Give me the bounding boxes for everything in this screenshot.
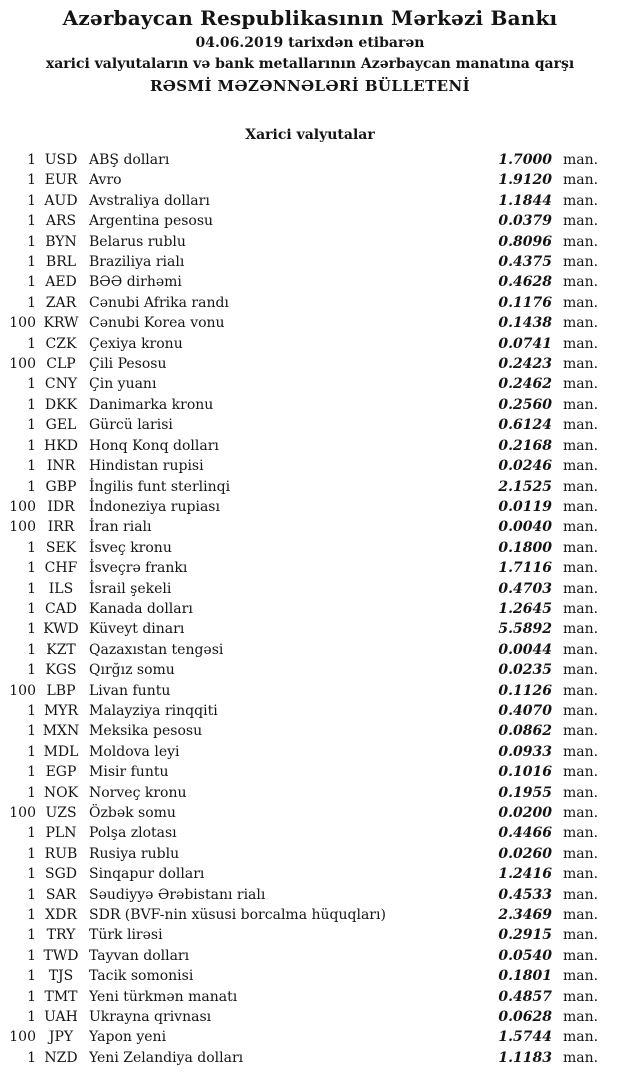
rate-unit: man. bbox=[563, 478, 599, 495]
rate-unit: man. bbox=[563, 682, 599, 699]
rate-code: TMT bbox=[44, 988, 78, 1005]
rate-code: RUB bbox=[44, 845, 78, 862]
rate-unit: man. bbox=[563, 274, 599, 291]
rate-name: Honq Konq dolları bbox=[89, 437, 219, 454]
rate-code: TJS bbox=[48, 968, 74, 985]
rate-value: 0.4857 bbox=[498, 988, 552, 1005]
rate-name: İsrail şekeli bbox=[89, 580, 172, 597]
rate-code: BRL bbox=[45, 254, 77, 271]
rate-name: Norveç kronu bbox=[89, 784, 187, 801]
rate-name: Meksika pesosu bbox=[89, 723, 203, 740]
rate-value: 0.6124 bbox=[498, 417, 552, 434]
rate-code: AUD bbox=[44, 192, 78, 209]
rate-code: MXN bbox=[42, 723, 80, 740]
rate-name: Argentina pesosu bbox=[89, 213, 214, 230]
table-row bbox=[0, 823, 620, 843]
rate-value: 5.5892 bbox=[498, 621, 552, 638]
rate-code: CHF bbox=[44, 560, 78, 577]
rate-qty: 1 bbox=[27, 580, 36, 597]
rate-unit: man. bbox=[563, 1049, 599, 1066]
table-row bbox=[0, 232, 620, 252]
rate-qty: 1 bbox=[27, 662, 36, 679]
rate-code: GEL bbox=[45, 417, 77, 434]
table-row bbox=[0, 334, 620, 354]
rate-qty: 1 bbox=[27, 213, 36, 230]
table-row bbox=[0, 721, 620, 741]
rate-value: 0.0862 bbox=[498, 723, 552, 740]
rate-value: 0.4628 bbox=[498, 274, 552, 291]
table-row bbox=[0, 762, 620, 782]
rate-name: Cənubi Korea vonu bbox=[89, 315, 225, 332]
table-row bbox=[0, 252, 620, 272]
table-row bbox=[0, 374, 620, 394]
rate-unit: man. bbox=[563, 356, 599, 373]
rates-table bbox=[0, 150, 620, 1068]
table-row bbox=[0, 415, 620, 435]
rate-name: SDR (BVF-nin xüsusi borcalma hüquqları) bbox=[89, 907, 386, 924]
rate-qty: 100 bbox=[9, 356, 36, 373]
rate-name: Çili Pesosu bbox=[89, 356, 167, 373]
rate-value: 1.1844 bbox=[498, 192, 552, 209]
rate-value: 0.8096 bbox=[498, 233, 552, 250]
rate-name: Ukrayna qrivnası bbox=[89, 1009, 212, 1026]
rate-unit: man. bbox=[563, 437, 599, 454]
rate-unit: man. bbox=[563, 600, 599, 617]
table-row bbox=[0, 966, 620, 986]
rate-name: İsveçrə frankı bbox=[89, 560, 188, 577]
document-subtitle: xarici valyutaların və bank metallarının Azərbaycan manatına qarşı bbox=[45, 56, 575, 72]
rate-value: 0.0235 bbox=[498, 662, 552, 679]
rate-qty: 1 bbox=[27, 274, 36, 291]
rate-value: 0.2168 bbox=[498, 437, 552, 454]
rate-code: HKD bbox=[44, 437, 78, 454]
rate-qty: 1 bbox=[27, 886, 36, 903]
rate-name: Rusiya rublu bbox=[89, 845, 180, 862]
rate-unit: man. bbox=[563, 641, 599, 658]
rate-name: Avro bbox=[89, 172, 122, 189]
table-row bbox=[0, 579, 620, 599]
table-row bbox=[0, 987, 620, 1007]
rate-unit: man. bbox=[563, 254, 599, 271]
rate-unit: man. bbox=[563, 866, 599, 883]
table-row bbox=[0, 905, 620, 925]
rate-unit: man. bbox=[563, 539, 599, 556]
rate-unit: man. bbox=[563, 580, 599, 597]
rate-code: AED bbox=[45, 274, 77, 291]
rate-code: NOK bbox=[43, 784, 79, 801]
table-row bbox=[0, 701, 620, 721]
rate-unit: man. bbox=[563, 886, 599, 903]
rate-value: 1.9120 bbox=[498, 172, 552, 189]
rate-name: BƏƏ dirhəmi bbox=[89, 274, 182, 291]
rate-qty: 1 bbox=[27, 396, 36, 413]
rate-value: 1.2416 bbox=[498, 866, 552, 883]
rate-code: CLP bbox=[46, 356, 76, 373]
rate-name: Yeni Zelandiya dolları bbox=[89, 1049, 244, 1066]
rate-name: Küveyt dinarı bbox=[89, 621, 185, 638]
rate-name: Belarus rublu bbox=[89, 233, 186, 250]
rate-code: EUR bbox=[44, 172, 78, 189]
rate-qty: 1 bbox=[27, 294, 36, 311]
rate-code: NZD bbox=[44, 1049, 78, 1066]
rate-qty: 1 bbox=[27, 437, 36, 454]
table-row bbox=[0, 803, 620, 823]
rate-name: Sinqapur dolları bbox=[89, 866, 205, 883]
rate-unit: man. bbox=[563, 927, 599, 944]
rate-qty: 100 bbox=[9, 315, 36, 332]
rate-qty: 1 bbox=[27, 968, 36, 985]
rate-value: 0.1955 bbox=[498, 784, 552, 801]
rate-name: Avstraliya dolları bbox=[89, 192, 210, 209]
rate-value: 0.1800 bbox=[498, 539, 552, 556]
table-row bbox=[0, 313, 620, 333]
rate-code: SGD bbox=[45, 866, 77, 883]
rate-qty: 1 bbox=[27, 764, 36, 781]
rate-value: 0.0044 bbox=[498, 641, 552, 658]
table-row bbox=[0, 925, 620, 945]
rate-unit: man. bbox=[563, 968, 599, 985]
table-row bbox=[0, 538, 620, 558]
rate-unit: man. bbox=[563, 152, 599, 168]
rate-qty: 1 bbox=[27, 866, 36, 883]
rate-value: 0.2915 bbox=[498, 927, 552, 944]
table-row bbox=[0, 211, 620, 231]
rate-name: Danimarka kronu bbox=[89, 396, 214, 413]
table-row bbox=[0, 660, 620, 680]
table-row bbox=[0, 599, 620, 619]
rate-qty: 100 bbox=[9, 1029, 36, 1046]
rate-qty: 1 bbox=[27, 254, 36, 271]
rate-qty: 100 bbox=[9, 805, 36, 821]
page-title: Azərbaycan Respublikasının Mərkəzi Bankı bbox=[62, 6, 558, 30]
rate-unit: man. bbox=[563, 417, 599, 434]
rate-unit: man. bbox=[563, 519, 599, 536]
rate-code: INR bbox=[46, 458, 76, 475]
rate-unit: man. bbox=[563, 458, 599, 475]
rate-name: Qazaxıstan tengəsi bbox=[89, 641, 224, 658]
rate-name: Misir funtu bbox=[89, 764, 169, 781]
rate-unit: man. bbox=[563, 702, 599, 719]
rate-qty: 1 bbox=[27, 152, 36, 168]
rate-unit: man. bbox=[563, 621, 599, 638]
rate-unit: man. bbox=[563, 947, 599, 964]
rate-qty: 1 bbox=[27, 907, 36, 924]
rate-code: TRY bbox=[46, 927, 76, 944]
rate-unit: man. bbox=[563, 743, 599, 760]
rate-unit: man. bbox=[563, 845, 599, 862]
rate-value: 0.0628 bbox=[498, 1009, 552, 1026]
table-row bbox=[0, 436, 620, 456]
rate-code: KGS bbox=[45, 662, 77, 679]
rate-qty: 1 bbox=[27, 723, 36, 740]
rate-qty: 1 bbox=[27, 641, 36, 658]
table-row bbox=[0, 1007, 620, 1027]
rate-qty: 1 bbox=[27, 478, 36, 495]
rate-name: Tacik somonisi bbox=[89, 968, 194, 985]
rate-name: Tayvan dolları bbox=[89, 947, 190, 964]
rate-qty: 1 bbox=[27, 845, 36, 862]
rate-value: 1.1183 bbox=[498, 1049, 552, 1066]
rate-unit: man. bbox=[563, 662, 599, 679]
rate-unit: man. bbox=[563, 213, 599, 230]
rate-qty: 1 bbox=[27, 702, 36, 719]
table-row bbox=[0, 864, 620, 884]
rate-name: Özbək somu bbox=[89, 805, 176, 821]
rate-code: UAH bbox=[44, 1009, 78, 1026]
rate-unit: man. bbox=[563, 907, 599, 924]
table-row bbox=[0, 477, 620, 497]
rate-unit: man. bbox=[563, 396, 599, 413]
rate-value: 0.4070 bbox=[498, 702, 552, 719]
table-row bbox=[0, 456, 620, 476]
rate-name: Kanada dolları bbox=[89, 600, 193, 617]
rate-value: 0.4703 bbox=[498, 580, 552, 597]
table-row bbox=[0, 395, 620, 415]
rate-value: 0.0200 bbox=[498, 805, 552, 821]
rate-qty: 1 bbox=[27, 335, 36, 352]
rate-name: Polşa zlotası bbox=[89, 825, 177, 842]
table-row bbox=[0, 293, 620, 313]
rate-unit: man. bbox=[563, 988, 599, 1005]
table-row bbox=[0, 191, 620, 211]
rate-name: Yapon yeni bbox=[89, 1029, 167, 1046]
rate-code: CAD bbox=[44, 600, 78, 617]
rate-name: Hindistan rupisi bbox=[89, 458, 204, 475]
table-row bbox=[0, 558, 620, 578]
rate-name: Türk lirəsi bbox=[89, 927, 163, 944]
table-row bbox=[0, 170, 620, 190]
table-row bbox=[0, 783, 620, 803]
rate-qty: 1 bbox=[27, 784, 36, 801]
table-row bbox=[0, 681, 620, 701]
table-row bbox=[0, 150, 620, 170]
rate-qty: 1 bbox=[27, 539, 36, 556]
rate-value: 1.2645 bbox=[498, 600, 552, 617]
rate-unit: man. bbox=[563, 335, 599, 352]
rate-value: 0.0246 bbox=[498, 458, 552, 475]
rate-value: 0.2462 bbox=[498, 376, 552, 393]
rate-value: 0.0119 bbox=[498, 498, 552, 515]
rate-qty: 1 bbox=[27, 988, 36, 1005]
rate-unit: man. bbox=[563, 376, 599, 393]
rate-qty: 1 bbox=[27, 560, 36, 577]
rate-value: 0.1176 bbox=[498, 294, 552, 311]
rate-unit: man. bbox=[563, 192, 599, 209]
rate-code: EGP bbox=[45, 764, 77, 781]
rate-unit: man. bbox=[563, 172, 599, 189]
rate-code: XDR bbox=[45, 907, 77, 924]
rate-unit: man. bbox=[563, 294, 599, 311]
rate-name: Livan funtu bbox=[89, 682, 171, 699]
rate-code: ZAR bbox=[45, 294, 77, 311]
rate-value: 0.4533 bbox=[498, 886, 552, 903]
rate-code: IRR bbox=[47, 519, 75, 536]
rate-value: 0.0040 bbox=[498, 519, 552, 536]
rate-code: ILS bbox=[48, 580, 74, 597]
rate-code: KWD bbox=[43, 621, 79, 638]
rate-value: 0.0741 bbox=[498, 335, 552, 352]
effective-date-line: 04.06.2019 tarixdən etibarən bbox=[195, 35, 425, 51]
rate-unit: man. bbox=[563, 498, 599, 515]
rate-qty: 1 bbox=[27, 743, 36, 760]
rate-code: JPY bbox=[48, 1029, 74, 1046]
table-row bbox=[0, 619, 620, 639]
rate-value: 0.1016 bbox=[498, 764, 552, 781]
section-title-foreign-currencies: Xarici valyutalar bbox=[245, 127, 375, 143]
rate-qty: 1 bbox=[27, 233, 36, 250]
rate-name: Malayziya rinqqiti bbox=[89, 702, 218, 719]
rate-name: Braziliya rialı bbox=[89, 254, 185, 271]
rate-unit: man. bbox=[563, 784, 599, 801]
rate-qty: 1 bbox=[27, 947, 36, 964]
rate-code: PLN bbox=[45, 825, 77, 842]
rate-name: Yeni türkmən manatı bbox=[89, 988, 238, 1005]
rate-name: Səudiyyə Ərəbistanı rialı bbox=[89, 886, 266, 903]
table-row bbox=[0, 497, 620, 517]
rate-qty: 100 bbox=[9, 498, 36, 515]
table-row bbox=[0, 1027, 620, 1047]
rate-name: Gürcü larisi bbox=[89, 417, 173, 434]
rate-code: SEK bbox=[45, 539, 77, 556]
rate-unit: man. bbox=[563, 723, 599, 740]
rate-qty: 1 bbox=[27, 927, 36, 944]
rate-qty: 100 bbox=[9, 682, 36, 699]
rate-value: 0.0260 bbox=[498, 845, 552, 862]
rate-qty: 1 bbox=[27, 376, 36, 393]
rate-value: 0.0379 bbox=[498, 213, 552, 230]
rate-name: Çexiya kronu bbox=[89, 335, 183, 352]
rate-unit: man. bbox=[563, 1009, 599, 1026]
rate-code: KZT bbox=[46, 641, 76, 658]
rate-qty: 1 bbox=[27, 172, 36, 189]
table-row bbox=[0, 640, 620, 660]
table-row bbox=[0, 272, 620, 292]
rate-value: 0.1126 bbox=[498, 682, 552, 699]
rate-value: 2.3469 bbox=[498, 907, 552, 924]
rate-code: BYN bbox=[45, 233, 77, 250]
rate-unit: man. bbox=[563, 1029, 599, 1046]
rate-code: IDR bbox=[47, 498, 75, 515]
rate-code: UZS bbox=[45, 805, 77, 821]
rate-qty: 1 bbox=[27, 458, 36, 475]
rate-value: 0.2560 bbox=[498, 396, 552, 413]
rate-qty: 100 bbox=[9, 519, 36, 536]
rate-code: CZK bbox=[45, 335, 77, 352]
rate-value: 0.0933 bbox=[498, 743, 552, 760]
rate-code: TWD bbox=[43, 947, 79, 964]
rate-value: 0.0540 bbox=[498, 947, 552, 964]
rate-value: 1.5744 bbox=[498, 1029, 552, 1046]
rate-name: İran rialı bbox=[89, 519, 152, 536]
rate-value: 0.4466 bbox=[498, 825, 552, 842]
rate-code: USD bbox=[44, 152, 78, 168]
table-row bbox=[0, 885, 620, 905]
rate-code: GBP bbox=[45, 478, 77, 495]
rate-qty: 1 bbox=[27, 417, 36, 434]
rate-code: SAR bbox=[45, 886, 77, 903]
rate-code: DKK bbox=[44, 396, 78, 413]
rate-name: İngilis funt sterlinqi bbox=[89, 478, 231, 495]
table-row bbox=[0, 844, 620, 864]
rate-name: Çin yuanı bbox=[89, 376, 157, 393]
table-row bbox=[0, 354, 620, 374]
rate-qty: 1 bbox=[27, 825, 36, 842]
rate-qty: 1 bbox=[27, 621, 36, 638]
rate-unit: man. bbox=[563, 315, 599, 332]
rate-value: 2.1525 bbox=[498, 478, 552, 495]
rate-value: 0.1801 bbox=[498, 968, 552, 985]
rate-code: LBP bbox=[46, 682, 76, 699]
rate-name: ABŞ dolları bbox=[89, 152, 170, 168]
rate-unit: man. bbox=[563, 233, 599, 250]
rate-code: MDL bbox=[43, 743, 79, 760]
rate-qty: 1 bbox=[27, 192, 36, 209]
rate-code: ARS bbox=[45, 213, 77, 230]
rate-name: Cənubi Afrika randı bbox=[89, 294, 229, 311]
table-row bbox=[0, 1048, 620, 1068]
rate-value: 0.1438 bbox=[498, 315, 552, 332]
rate-unit: man. bbox=[563, 805, 599, 821]
rate-value: 1.7000 bbox=[498, 152, 552, 168]
rate-value: 1.7116 bbox=[498, 560, 552, 577]
rate-unit: man. bbox=[563, 560, 599, 577]
bulletin-title: RƏSMİ MƏZƏNNƏLƏRİ BÜLLETENİ bbox=[149, 77, 471, 95]
rate-name: İndoneziya rupiası bbox=[89, 498, 220, 515]
rate-value: 0.4375 bbox=[498, 254, 552, 271]
table-row bbox=[0, 742, 620, 762]
rate-qty: 1 bbox=[27, 1009, 36, 1026]
rate-name: Qırğız somu bbox=[89, 662, 175, 679]
rate-qty: 1 bbox=[27, 1049, 36, 1066]
rate-code: CNY bbox=[44, 376, 78, 393]
rate-unit: man. bbox=[563, 764, 599, 781]
table-row bbox=[0, 946, 620, 966]
rate-unit: man. bbox=[563, 825, 599, 842]
rate-name: İsveç kronu bbox=[89, 539, 172, 556]
rate-qty: 1 bbox=[27, 600, 36, 617]
rate-code: KRW bbox=[43, 315, 79, 332]
rate-value: 0.2423 bbox=[498, 356, 552, 373]
rate-name: Moldova leyi bbox=[89, 743, 180, 760]
rate-code: MYR bbox=[43, 702, 79, 719]
table-row bbox=[0, 517, 620, 537]
